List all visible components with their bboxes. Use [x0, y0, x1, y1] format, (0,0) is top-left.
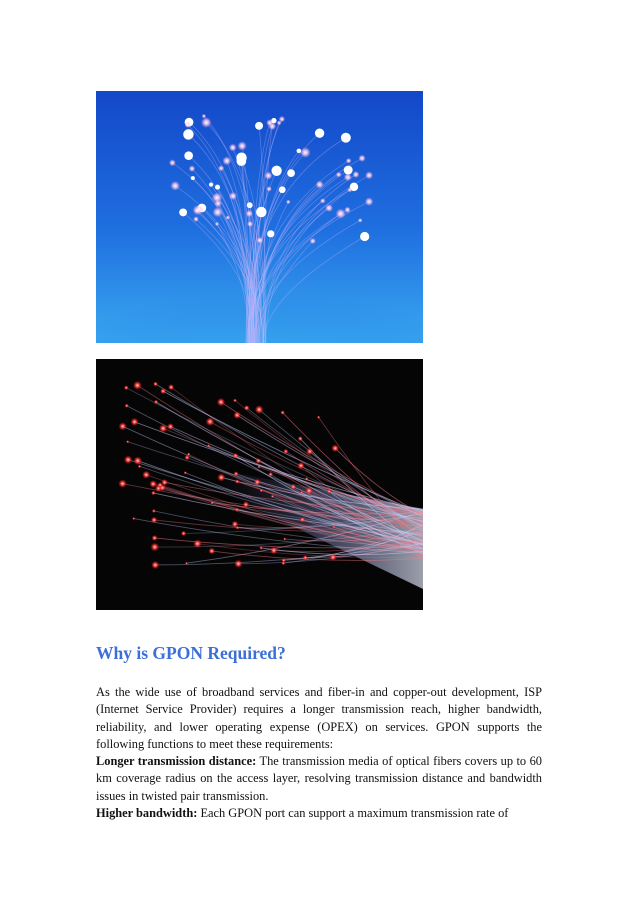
- fiber-tip-light: [209, 183, 213, 187]
- fiber-tip-light: [170, 181, 180, 191]
- fiber-tip-light: [130, 418, 138, 426]
- fiber-tip-light: [159, 424, 168, 433]
- bandwidth-label: Higher bandwidth:: [96, 806, 198, 821]
- fiber-tip-light: [297, 149, 302, 154]
- fiber-tip-light: [287, 169, 295, 177]
- fiber-tip-light: [300, 147, 311, 158]
- fiber-tip-light: [320, 198, 326, 204]
- fiber-tip-light: [138, 465, 142, 469]
- fiber-tip-light: [341, 133, 351, 143]
- fiber-tip-light: [283, 449, 288, 454]
- fiber-tip-light: [305, 477, 309, 481]
- fiber-tip-light: [358, 218, 363, 223]
- fiber-tip-light: [271, 495, 274, 498]
- fiber-tip-light: [259, 546, 263, 550]
- fiber-tip-light: [277, 120, 282, 125]
- fiber-tip-light: [254, 479, 261, 486]
- fiber-tip-light: [286, 200, 291, 205]
- fiber-tip-light: [234, 560, 242, 568]
- fiber-tip-light: [118, 479, 127, 488]
- fiber-tip-light: [317, 416, 320, 419]
- fiber-tip-light: [306, 448, 313, 455]
- fiber-tip-light: [152, 535, 158, 541]
- fiber-tip-light: [233, 411, 240, 418]
- fiber-tip-light: [244, 405, 250, 411]
- fiber-tip-light: [360, 232, 369, 241]
- fiber-tip-light: [168, 384, 174, 390]
- fiber-tip-light: [233, 399, 237, 403]
- fiber-tip-light: [192, 205, 203, 216]
- fiber-tip-light: [268, 472, 273, 477]
- section-heading: Why is GPON Required?: [96, 643, 286, 663]
- fiber-tip-light: [150, 543, 159, 552]
- fiber-tip-light: [152, 509, 156, 513]
- fiber-tip-light: [125, 404, 129, 408]
- fiber-tip-light: [233, 471, 238, 476]
- fiber-tip-light: [187, 452, 191, 456]
- distance-label: Longer transmission distance:: [96, 754, 257, 769]
- fiber-tip-light: [256, 458, 262, 464]
- fiber-tip-light: [283, 537, 286, 540]
- fiber-tip-light: [267, 230, 274, 237]
- fiber-tip-light: [201, 117, 212, 128]
- fiber-tip-light: [229, 192, 237, 200]
- fiber-tip-light: [217, 398, 226, 407]
- fiber-tip-light: [185, 562, 188, 565]
- fiber-tip-light: [215, 185, 220, 190]
- fiber-tip-light: [335, 208, 345, 218]
- fiber-tip-light: [365, 171, 373, 179]
- fiber-tip-light: [316, 180, 324, 188]
- fiber-tip-light: [300, 517, 306, 523]
- fiber-tip-light: [124, 385, 129, 390]
- fiber-tip-light: [126, 440, 129, 443]
- fiber-tip-light: [358, 155, 365, 162]
- fiber-tip-light: [151, 517, 158, 524]
- fiber-tip-light: [266, 186, 272, 192]
- fiber-tip-light: [256, 207, 267, 218]
- fiber-tip-light: [303, 555, 308, 560]
- fiber-optic-photo-red: [96, 359, 423, 610]
- fiber-tip-light: [193, 539, 202, 548]
- fiber-tip-light: [329, 554, 336, 561]
- fiber-tip-light: [255, 405, 264, 414]
- fiber-tip-light: [280, 410, 285, 415]
- fiber-tip-light: [132, 517, 135, 520]
- fiber-tip-light: [256, 237, 263, 244]
- fiber-tip-light: [184, 471, 187, 474]
- fiber-tip-light: [327, 489, 332, 494]
- fiber-tip-light: [181, 531, 186, 536]
- distance-text: The transmission media of optical fibers covers up to 60 km coverage radius on the access layer, resolving transmission distance and bandwidth issues in twisted pair transmission.: [96, 754, 542, 803]
- fiber-tip-light: [365, 197, 374, 206]
- fiber-tip-light: [236, 526, 239, 529]
- fiber-tip-light: [207, 444, 210, 447]
- fiber-tip-light: [344, 166, 353, 175]
- article-body: [96, 684, 542, 822]
- fiber-tip-light: [300, 491, 304, 495]
- fiber-optic-photo-blue: [96, 91, 423, 343]
- fiber-tip-light: [325, 204, 333, 212]
- fiber-tip-light: [142, 471, 150, 479]
- fiber-tip-light: [243, 501, 250, 508]
- fiber-tip-light: [217, 473, 225, 481]
- fiber-tip-light: [151, 491, 155, 495]
- fiber-tip-light: [310, 238, 316, 244]
- fiber-tip-light: [215, 222, 219, 226]
- fiber-tip-light: [331, 444, 339, 452]
- fiber-tip-light: [297, 462, 304, 469]
- fiber-tip-light: [332, 525, 335, 528]
- fiber-tip-light: [185, 122, 191, 128]
- fiber-tip-light: [208, 548, 215, 555]
- fiber-tip-light: [271, 166, 281, 176]
- fiber-tip-light: [281, 561, 285, 565]
- fiber-tip-light: [290, 484, 296, 490]
- fiber-tip-light: [169, 159, 176, 166]
- bandwidth-text: Each GPON port can support a maximum transmission rate of: [197, 806, 509, 821]
- fiber-tip-light: [167, 423, 174, 430]
- fiber-tip-light: [237, 141, 247, 151]
- fiber-tip-light: [260, 489, 263, 492]
- fiber-tip-light: [124, 455, 133, 464]
- fiber-tip-light: [229, 144, 237, 152]
- fiber-tip-light: [235, 508, 239, 512]
- fiber-tip-light: [346, 158, 352, 164]
- fiber-tip-light: [212, 207, 222, 217]
- fiber-tip-light: [226, 215, 231, 220]
- fiber-tip-light: [183, 129, 193, 139]
- fiber-tip-light: [298, 436, 303, 441]
- fiber-tip-light: [315, 128, 324, 137]
- fiber-tip-light: [305, 487, 313, 495]
- fiber-tip-light: [193, 216, 199, 222]
- fiber-tip-light: [160, 388, 166, 394]
- fiber-tip-light: [247, 221, 253, 227]
- fiber-tip-light: [257, 465, 260, 468]
- fiber-optic-illustration-blue: [96, 91, 423, 343]
- fiber-optic-illustration-red: [96, 359, 423, 610]
- fiber-tip-light: [271, 118, 276, 123]
- fiber-tip-light: [153, 381, 158, 386]
- fiber-tip-light: [237, 156, 247, 166]
- fiber-tip-light: [179, 208, 187, 216]
- fiber-tip-light: [235, 479, 239, 483]
- distance-paragraph: [96, 753, 542, 805]
- fiber-tip-light: [352, 171, 359, 178]
- fiber-tip-light: [218, 165, 224, 171]
- fiber-tip-light: [212, 192, 223, 203]
- fiber-tip-light: [233, 453, 239, 459]
- fiber-tip-light: [189, 165, 196, 172]
- fiber-tip-light: [191, 176, 195, 180]
- fiber-tip-light: [347, 187, 352, 192]
- fiber-tip-light: [206, 417, 215, 426]
- fiber-tip-light: [270, 547, 278, 555]
- fiber-tip-light: [246, 210, 254, 218]
- fiber-tip-light: [119, 422, 127, 430]
- fiber-tip-light: [202, 114, 207, 119]
- bandwidth-paragraph: [96, 805, 542, 822]
- fiber-tip-light: [255, 122, 263, 130]
- fiber-tip-light: [133, 456, 142, 465]
- intro-paragraph: As the wide use of broadband services and fiber-in and copper-out development, ISP (Internet Service Provider) requires a longer transmission reach, higher bandwidth, reliability, and lower operating expense (OPEX) on services. GPON supports the following functions to meet these requirements:: [96, 685, 542, 751]
- fiber-tip-light: [151, 561, 159, 569]
- fiber-tip-light: [222, 156, 231, 165]
- fiber-tip-light: [279, 186, 286, 193]
- fiber-tip-light: [161, 479, 168, 486]
- fiber-tip-light: [264, 171, 272, 179]
- fiber-tip-light: [133, 381, 142, 390]
- fiber-tip-light: [336, 172, 342, 178]
- fiber-tip-light: [247, 202, 253, 208]
- fiber-tip-light: [184, 151, 193, 160]
- fiber-tip-light: [154, 400, 158, 404]
- fiber-tip-light: [210, 501, 213, 504]
